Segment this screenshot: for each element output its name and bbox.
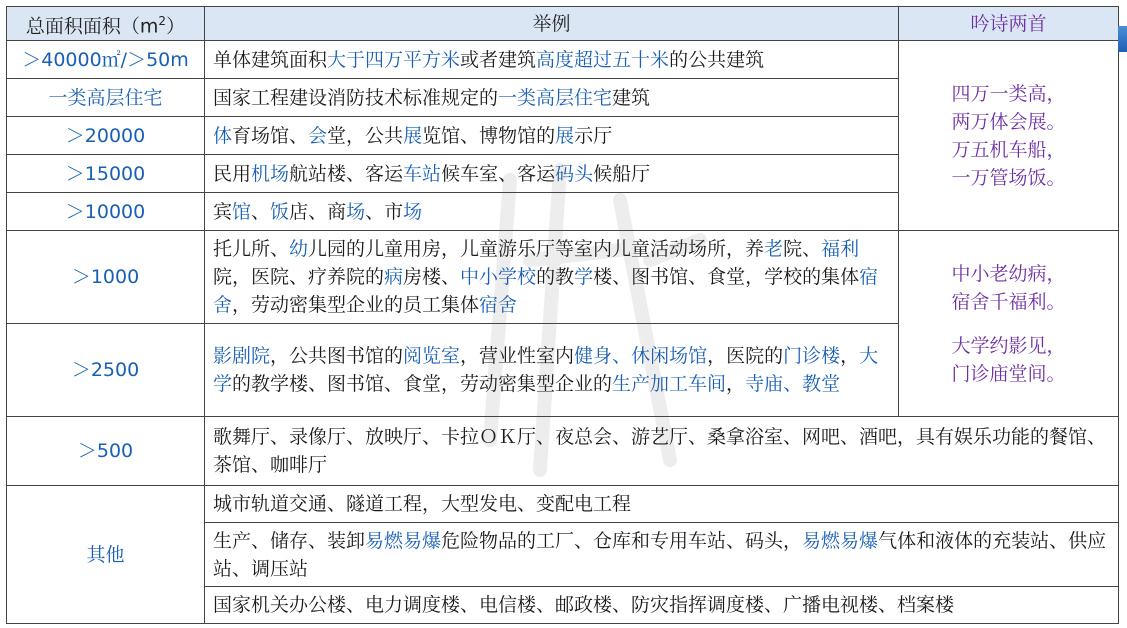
example-text: 院，医院、疗养院的 — [213, 266, 385, 289]
area-threshold: ＞2500 — [7, 324, 205, 417]
others-item — [205, 486, 1119, 523]
others-item — [205, 523, 1119, 587]
example-text: 的教 — [536, 266, 575, 289]
area-threshold: ＞10000 — [7, 193, 205, 231]
edge-marker — [1118, 26, 1127, 52]
highlighted-keyword: 宿舍 — [213, 266, 879, 317]
poem-line: 门诊庙堂间。 — [951, 362, 1066, 385]
example-text: 国家工程建设消防技术标准规定的 — [213, 86, 499, 109]
mnemonic-poem-second — [899, 231, 1119, 417]
highlighted-keyword: 中小学校 — [460, 266, 537, 289]
highlighted-keyword: 学 — [574, 266, 594, 289]
example-text: 候车室、客运 — [441, 162, 556, 185]
example-text: 单体建筑面积 — [213, 48, 328, 71]
poem-column-header: 吟诗两首 — [899, 7, 1119, 41]
example-text: 、 — [251, 200, 271, 223]
example-text: 候船厅 — [593, 162, 651, 185]
area-unit-superscript: 2 — [158, 14, 167, 28]
highlighted-keyword: 阅览室 — [403, 345, 461, 368]
example-text: 民用 — [213, 162, 252, 185]
example-text: 航站楼、客运 — [289, 162, 404, 185]
example-text: 房楼、 — [403, 266, 461, 289]
area-threshold: ＞1000 — [7, 231, 205, 324]
area-threshold: 一类高层住宅 — [7, 79, 205, 117]
example-text: 生产、储存、装卸 — [213, 529, 366, 552]
example-text: 堂，公共 — [327, 124, 404, 147]
example-text: ，劳动密集型企业的员工集体 — [232, 294, 480, 317]
highlighted-keyword: 场 — [403, 200, 423, 223]
highlighted-keyword: 门诊楼 — [783, 345, 841, 368]
example-text: 托儿所、 — [213, 238, 290, 261]
table-row — [7, 41, 1119, 79]
example-text: 宾 — [213, 200, 233, 223]
highlighted-keyword: 易燃易爆 — [365, 529, 442, 552]
example-text: 院、 — [783, 238, 822, 261]
highlighted-keyword: 一类高层住宅 — [498, 86, 613, 109]
example-text: 国家机关办公楼、电力调度楼、电信楼、邮政楼、防灾指挥调度楼、广播电视楼、档案楼 — [213, 594, 955, 617]
highlighted-keyword: 馆 — [232, 200, 252, 223]
example-text: ， — [840, 345, 860, 368]
highlighted-keyword: 体 — [213, 124, 233, 147]
highlighted-keyword: 生产加工车间 — [612, 373, 727, 396]
example-text: ， — [726, 373, 746, 396]
example-text: 的公共建筑 — [669, 48, 765, 71]
highlighted-keyword: 场 — [346, 200, 366, 223]
example-text: ，医院的 — [707, 345, 784, 368]
highlighted-keyword: 车站 — [403, 162, 442, 185]
highlighted-keyword: 寺庙、教堂 — [745, 373, 841, 396]
highlighted-keyword: 大学 — [213, 345, 879, 396]
example-text: 城市轨道交通、隧道工程，大型发电、变配电工程 — [213, 493, 632, 516]
table-row — [7, 231, 1119, 324]
example-text: 气体和液体的充装站、供应站、调压站 — [213, 529, 1107, 580]
poem-line: 万五机车船， — [951, 138, 1066, 161]
area-threshold: ＞40000㎡/＞50m — [7, 41, 205, 79]
poem-line: 一万管场饭。 — [951, 166, 1066, 189]
area-threshold: ＞500 — [7, 417, 205, 486]
example-text: 建筑 — [612, 86, 651, 109]
example-text: 育场馆、 — [232, 124, 309, 147]
highlighted-keyword: 展 — [555, 124, 575, 147]
fire-inspection-table — [6, 6, 1119, 624]
example-cell — [205, 155, 899, 193]
example-text: ，公共图书馆的 — [270, 345, 404, 368]
area-column-header: 总面积面积$(m^2)$ — [7, 7, 205, 41]
area-threshold: ＞20000 — [7, 117, 205, 155]
mnemonic-poem-first — [899, 41, 1119, 231]
example-cell — [205, 231, 899, 324]
highlighted-keyword: 幼 — [289, 238, 309, 261]
example-text: 儿园的儿童用房，儿童游乐厅等室内儿童活动场所，养 — [308, 238, 765, 261]
example-cell — [205, 79, 899, 117]
highlighted-keyword: 机场 — [251, 162, 290, 185]
table-row — [7, 486, 1119, 523]
others-item — [205, 587, 1119, 624]
example-text: ，营业性室内 — [460, 345, 575, 368]
example-cell — [205, 417, 1119, 486]
example-cell — [205, 117, 899, 155]
example-text: 览馆、博物馆的 — [422, 124, 556, 147]
highlighted-keyword: 码头 — [555, 162, 594, 185]
highlighted-keyword: 大于四万平方米 — [327, 48, 461, 71]
others-label: 其他 — [7, 486, 205, 624]
highlighted-keyword: 健身、休闲场馆 — [574, 345, 708, 368]
poem-line: 两万体会展。 — [951, 110, 1066, 133]
highlighted-keyword: 展 — [403, 124, 423, 147]
highlighted-keyword: 会 — [308, 124, 328, 147]
example-text: 店、商 — [289, 200, 347, 223]
highlighted-keyword: 宿舍 — [479, 294, 518, 317]
example-text: 或者建筑 — [460, 48, 537, 71]
highlighted-keyword: 易燃易爆 — [802, 529, 879, 552]
poem-line: 中小老幼病， — [951, 262, 1066, 285]
example-text: 示厅 — [574, 124, 613, 147]
header-row — [7, 7, 1119, 41]
highlighted-keyword: 病 — [384, 266, 404, 289]
example-cell — [205, 41, 899, 79]
highlighted-keyword: 福利 — [821, 238, 860, 261]
example-text: 危险物品的工厂、仓库和专用车站、码头， — [441, 529, 803, 552]
poem-line: 宿舍千福利。 — [951, 290, 1066, 313]
example-cell — [205, 193, 899, 231]
example-cell — [205, 324, 899, 417]
example-column-header: 举例 — [205, 7, 899, 41]
example-text: 歌舞厅、录像厅、放映厅、卡拉ＯＫ厅、夜总会、游艺厅、桑拿浴室、网吧、酒吧，具有娱乐功能的餐馆、茶馆、咖啡厅 — [213, 426, 1107, 477]
example-text: 的教学楼、图书馆、食堂，劳动密集型企业的 — [232, 373, 613, 396]
poem-line: 四万一类高， — [951, 82, 1066, 105]
highlighted-keyword: 影剧院 — [213, 345, 271, 368]
highlighted-keyword: 饭 — [270, 200, 290, 223]
example-text: 、市 — [365, 200, 404, 223]
highlighted-keyword: 高度超过五十米 — [536, 48, 670, 71]
table-row — [7, 417, 1119, 486]
area-threshold: ＞15000 — [7, 155, 205, 193]
poem-line: 大学约影见， — [951, 334, 1066, 357]
highlighted-keyword: 老 — [764, 238, 784, 261]
example-text: 楼、图书馆、食堂，学校的集体 — [593, 266, 860, 289]
